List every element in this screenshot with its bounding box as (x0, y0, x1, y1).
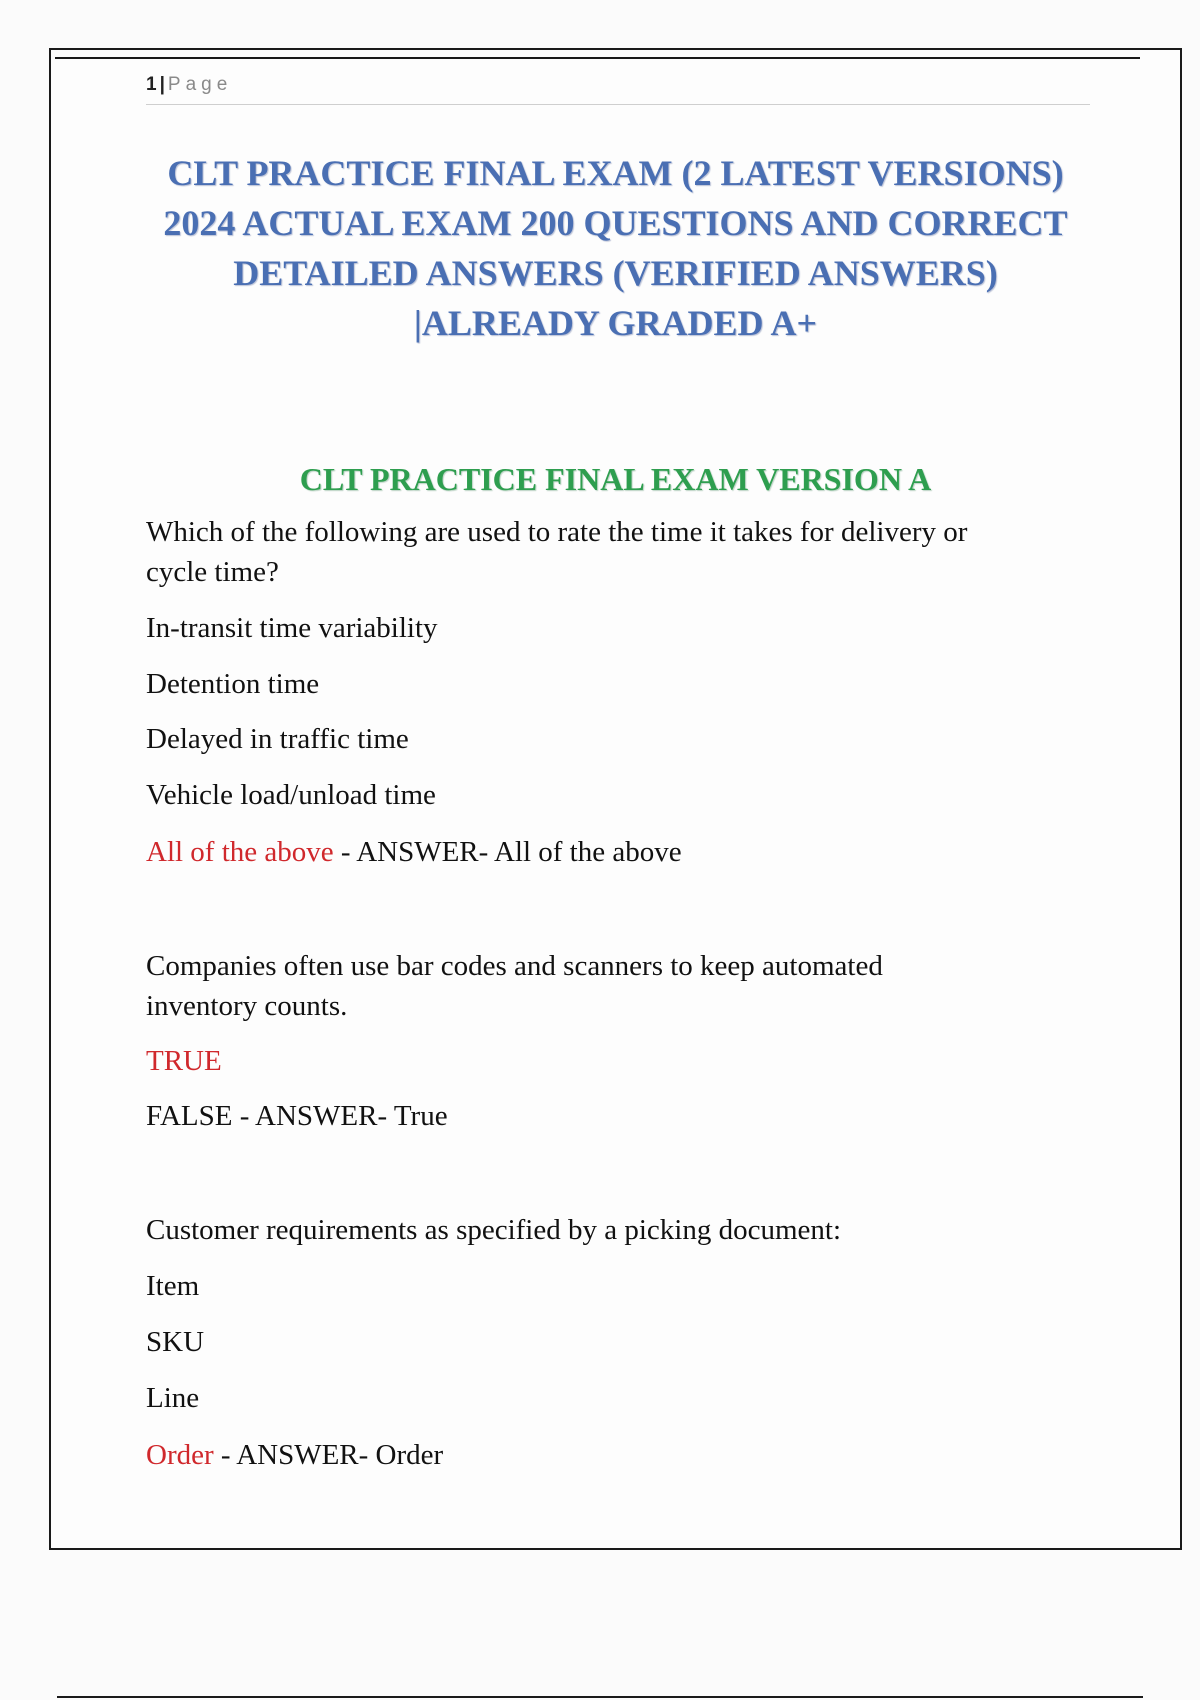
question-3-option: SKU (146, 1326, 205, 1358)
correct-option: Order (146, 1439, 214, 1471)
bottom-rule (57, 1696, 1143, 1698)
question-1-option: Detention time (146, 668, 320, 700)
page-number: 1 (146, 74, 157, 95)
question-2-answer-line: FALSE - ANSWER- True (146, 1100, 448, 1132)
section-title: CLT PRACTICE FINAL EXAM VERSION A (299, 461, 932, 497)
question-1-option: In-transit time variability (146, 612, 438, 644)
question-1-option: Delayed in traffic time (146, 723, 409, 755)
page-label: Page (167, 74, 233, 95)
top-rule (55, 57, 1140, 59)
title-line: DETAILED ANSWERS (VERIFIED ANSWERS) (233, 253, 998, 293)
answer-text: - ANSWER- Order (213, 1439, 444, 1471)
question-3-answer-line (146, 1435, 1120, 1475)
correct-option: TRUE (146, 1045, 222, 1077)
page-separator: | (159, 74, 165, 95)
question-3-option: Line (146, 1382, 200, 1414)
title-line: CLT PRACTICE FINAL EXAM (2 LATEST VERSIONS) (167, 153, 1064, 193)
question-1-text-line: Which of the following are used to rate the time it takes for delivery or (146, 516, 968, 548)
question-2-text-line: inventory counts. (146, 990, 348, 1022)
question-1-option: Vehicle load/unload time (146, 779, 436, 811)
question-2-text-line: Companies often use bar codes and scanners to keep automated (146, 950, 883, 982)
title-line: 2024 ACTUAL EXAM 200 QUESTIONS AND CORRECT (163, 203, 1068, 243)
answer-text: - ANSWER- All of the above (333, 836, 682, 868)
page-header (146, 74, 1090, 105)
correct-option: All of the above (146, 836, 334, 868)
question-3-option: Item (146, 1270, 200, 1302)
title-line: |ALREADY GRADED A+ (413, 303, 818, 343)
question-3-text-line: Customer requirements as specified by a picking document: (146, 1214, 842, 1246)
question-1-text-line: cycle time? (146, 556, 279, 588)
page-frame (49, 48, 1182, 1550)
question-1-answer-line (146, 832, 1120, 872)
document-title (91, 148, 1140, 348)
